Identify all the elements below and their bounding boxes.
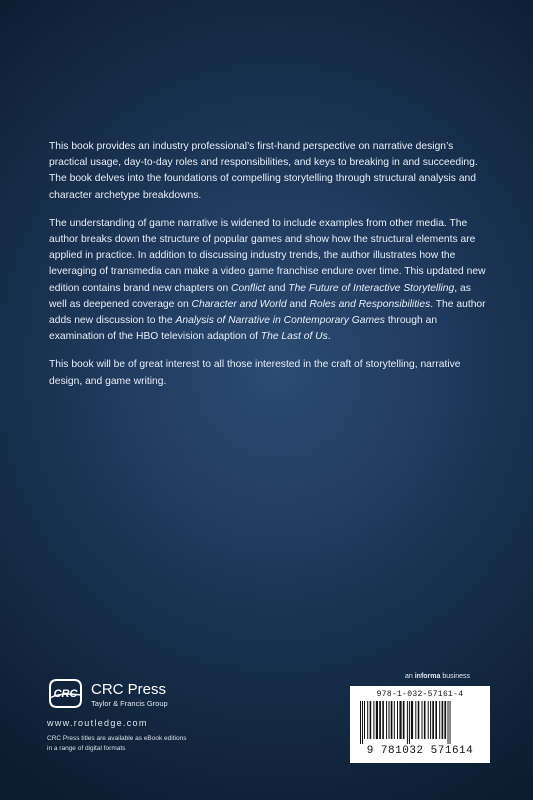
barcode-bar — [444, 701, 446, 739]
barcode-bar — [364, 701, 365, 739]
barcode-bar — [439, 701, 440, 739]
publisher-website: www.routledge.com — [47, 718, 148, 728]
chapter-title-future: The Future of Interactive Storytelling — [288, 282, 455, 294]
barcode-bar — [448, 701, 449, 744]
barcode-bar — [428, 701, 429, 739]
barcode-bar — [389, 701, 390, 739]
text-run: and — [265, 282, 289, 294]
isbn-digits: 9 781032 571614 — [366, 745, 474, 757]
blurb-paragraph-1: This book provides an industry professional’s first-hand perspective on narrative design’s practical usage, day-to-day roles and responsibilities, and keys to breaking in and succeeding. The book delves into the foundations of compelling storytelling through structural analysis and character archetype breakdowns. — [49, 141, 478, 201]
barcode-bar — [407, 701, 408, 744]
isbn-barcode — [350, 686, 490, 763]
blurb-text — [49, 139, 489, 402]
informa-prefix: an — [405, 673, 415, 680]
barcode-bar — [397, 701, 398, 739]
barcode-bar — [424, 701, 426, 739]
barcode-bar — [373, 701, 374, 739]
chapter-title-character-world: Character and World — [191, 298, 287, 310]
text-run: , as well as deepened coverage on — [49, 282, 471, 310]
barcode-bar — [415, 701, 416, 739]
badge-text: CRC — [53, 688, 78, 700]
text-run: The understanding of game narrative is widened to include examples from other media. The author breaks down the structure of popular games and show how the structural elements are applied in practice. In addition to discussing industry trends, the author illustrates how the leveraging of transmedia can make a video game franchise endure over time. This updated new edition contains brand new chapters on — [49, 217, 486, 294]
barcode-bar — [435, 701, 437, 739]
text-run: . The author adds new discussion to the — [49, 298, 486, 327]
barcode-bar — [403, 701, 405, 739]
barcode-bar — [394, 701, 395, 739]
publisher-group: Taylor & Francis Group — [91, 699, 168, 708]
ebook-note — [47, 734, 227, 753]
blurb-paragraph-2 — [49, 216, 489, 346]
isbn-label: 978-1-032-57161-4 — [376, 690, 464, 699]
barcode-bar — [391, 701, 393, 739]
barcode-bar — [409, 701, 410, 744]
barcode-bar — [399, 701, 401, 739]
barcode-bar — [430, 701, 431, 739]
barcode-bar — [450, 701, 451, 744]
barcode-bar — [370, 701, 372, 739]
barcode-bar — [379, 701, 381, 739]
barcode-bar — [382, 701, 384, 739]
crc-press-logo — [48, 675, 198, 715]
publisher-name: CRC Press — [91, 681, 167, 698]
barcode-bars — [358, 701, 484, 744]
chapter-title-conflict: Conflict — [231, 282, 266, 294]
text-run: . — [327, 331, 331, 343]
text-run: and — [286, 298, 310, 310]
barcode-bar — [422, 701, 423, 739]
ebook-note-line-2: in a range of digital formats — [47, 744, 126, 752]
barcode-bar — [362, 701, 363, 744]
informa-suffix: business — [440, 673, 470, 680]
informa-business-label — [405, 673, 470, 680]
blurb-paragraph-3: This book will be of great interest to all those interested in the craft of storytelling, narrative design, and game writing. — [49, 359, 461, 387]
chapter-title-roles: Roles and Responsibilities — [309, 298, 431, 310]
ebook-note-line-1: CRC Press titles are available as eBook editions — [47, 735, 187, 742]
barcode-bar — [360, 701, 361, 744]
text-run: through an examination of the HBO television adaption of — [49, 315, 438, 343]
crc-badge-icon — [48, 678, 83, 709]
barcode-bar — [376, 701, 378, 739]
chapter-title-analysis: Analysis of Narrative in Contemporary Games — [175, 315, 385, 327]
barcode-bar — [411, 701, 413, 739]
barcode-bar — [386, 701, 387, 739]
barcode-bar — [367, 701, 368, 739]
title-the-last-of-us: The Last of Us — [260, 331, 328, 343]
informa-brand: informa — [414, 673, 441, 680]
barcode-bar — [418, 701, 420, 739]
barcode-bar — [432, 701, 434, 739]
barcode-bar — [442, 701, 444, 739]
